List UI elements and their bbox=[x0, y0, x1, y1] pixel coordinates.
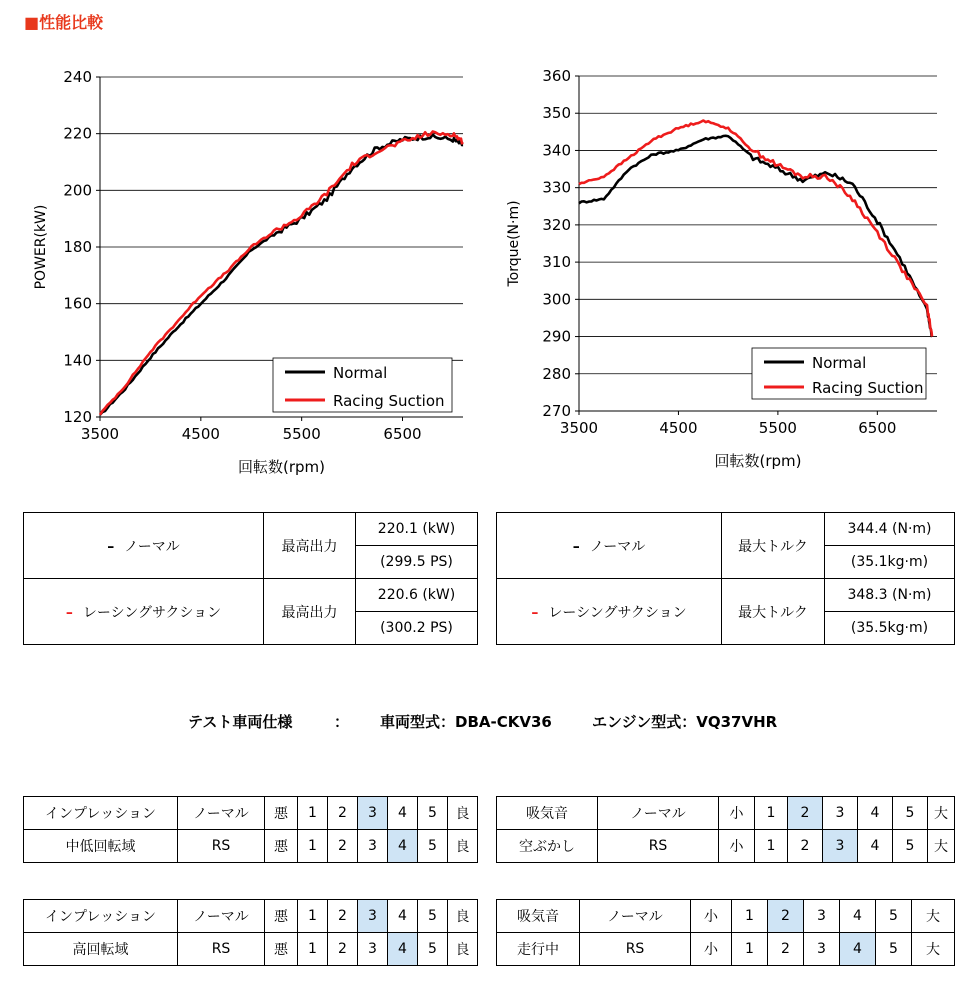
impression-variant: RS bbox=[178, 830, 265, 863]
scale-value-1: 1 bbox=[732, 900, 768, 933]
scale-low-label: 小 bbox=[719, 797, 755, 830]
perf-left-row1-label-cell bbox=[24, 513, 264, 579]
impression-variant: ノーマル bbox=[580, 900, 691, 933]
scale-value-3: 3 bbox=[823, 830, 858, 863]
impression-category: インプレッション bbox=[24, 900, 178, 933]
scale-low-label: 悪 bbox=[265, 797, 298, 830]
impression-variant: RS bbox=[598, 830, 719, 863]
y-tick-label: 160 bbox=[63, 294, 92, 313]
impression-variant: ノーマル bbox=[178, 900, 265, 933]
metric-label: 最高出力 bbox=[264, 579, 356, 645]
y-tick-label: 350 bbox=[542, 104, 571, 123]
impression-table-high-rpm bbox=[23, 899, 478, 966]
scale-value-2: 2 bbox=[768, 933, 804, 966]
perf-left-row2-label-cell bbox=[24, 579, 264, 645]
y-tick-label: 270 bbox=[542, 402, 571, 420]
x-tick-label: 6500 bbox=[858, 419, 897, 437]
scale-low-label: 小 bbox=[719, 830, 755, 863]
impression-variant: RS bbox=[178, 933, 265, 966]
scale-value-3: 3 bbox=[358, 900, 388, 933]
scale-value-5: 5 bbox=[893, 797, 928, 830]
metric-value: 344.4 (N·m) bbox=[825, 513, 955, 546]
legend-marker: – bbox=[572, 538, 580, 555]
scale-value-2: 2 bbox=[788, 797, 823, 830]
scale-value-1: 1 bbox=[755, 830, 788, 863]
scale-high-label: 大 bbox=[912, 900, 955, 933]
scale-value-4: 4 bbox=[388, 830, 418, 863]
scale-value-4: 4 bbox=[388, 797, 418, 830]
series-label: レーシングサクション bbox=[82, 604, 222, 621]
y-axis-label: Torque(N·m) bbox=[506, 200, 522, 287]
impression-category: 高回転域 bbox=[24, 933, 178, 966]
y-tick-label: 180 bbox=[63, 238, 92, 256]
scale-value-5: 5 bbox=[418, 900, 448, 933]
scale-low-label: 悪 bbox=[265, 933, 298, 966]
scale-value-3: 3 bbox=[358, 933, 388, 966]
scale-value-4: 4 bbox=[840, 900, 876, 933]
impression-table-intake-rev bbox=[496, 796, 955, 863]
impression-row bbox=[497, 900, 955, 933]
scale-high-label: 良 bbox=[448, 830, 478, 863]
y-tick-label: 240 bbox=[63, 68, 92, 86]
y-tick-label: 200 bbox=[63, 181, 92, 200]
y-tick-label: 140 bbox=[63, 351, 92, 370]
impression-table-intake-driving bbox=[496, 899, 955, 966]
series-label: ノーマル bbox=[124, 538, 180, 555]
scale-value-3: 3 bbox=[804, 933, 840, 966]
legend-marker: – bbox=[107, 538, 115, 555]
perf-table-right bbox=[496, 512, 955, 645]
impression-category: 空ぶかし bbox=[497, 830, 598, 863]
scale-value-5: 5 bbox=[893, 830, 928, 863]
metric-value-alt: (35.5kg·m) bbox=[825, 612, 955, 645]
legend-marker: – bbox=[531, 604, 539, 621]
metric-label: 最大トルク bbox=[722, 513, 825, 579]
perf-right-row1-label-cell bbox=[497, 513, 722, 579]
metric-value-alt: (299.5 PS) bbox=[356, 546, 478, 579]
perf-table-left bbox=[23, 512, 478, 645]
y-tick-label: 340 bbox=[542, 141, 571, 160]
y-tick-label: 120 bbox=[63, 408, 92, 426]
y-tick-label: 280 bbox=[542, 364, 571, 383]
y-tick-label: 290 bbox=[542, 327, 571, 346]
impression-category: インプレッション bbox=[24, 797, 178, 830]
scale-value-3: 3 bbox=[804, 900, 840, 933]
series-label: ノーマル bbox=[589, 538, 646, 555]
scale-value-3: 3 bbox=[358, 830, 388, 863]
scale-value-5: 5 bbox=[418, 933, 448, 966]
scale-value-2: 2 bbox=[788, 830, 823, 863]
spec-colon: ： bbox=[334, 713, 350, 731]
impression-table-low-rpm bbox=[23, 796, 478, 863]
metric-value: 220.6 (kW) bbox=[356, 579, 478, 612]
scale-low-label: 小 bbox=[691, 933, 732, 966]
x-tick-label: 6500 bbox=[383, 425, 422, 443]
scale-value-5: 5 bbox=[876, 900, 912, 933]
metric-label: 最高出力 bbox=[264, 513, 356, 579]
legend-label: Normal bbox=[812, 354, 867, 372]
scale-high-label: 大 bbox=[928, 797, 955, 830]
scale-value-3: 3 bbox=[823, 797, 858, 830]
scale-low-label: 悪 bbox=[265, 830, 298, 863]
scale-value-4: 4 bbox=[840, 933, 876, 966]
scale-value-5: 5 bbox=[876, 933, 912, 966]
metric-value-alt: (35.1kg·m) bbox=[825, 546, 955, 579]
x-tick-label: 5500 bbox=[758, 419, 797, 437]
scale-high-label: 大 bbox=[928, 830, 955, 863]
metric-label: 最大トルク bbox=[722, 579, 825, 645]
scale-value-4: 4 bbox=[858, 830, 893, 863]
x-axis-label: 回転数(rpm) bbox=[714, 452, 802, 470]
impression-category: 吸気音 bbox=[497, 900, 580, 933]
y-tick-label: 220 bbox=[63, 124, 92, 143]
scale-value-3: 3 bbox=[358, 797, 388, 830]
legend-label: Racing Suction bbox=[333, 392, 445, 410]
y-tick-label: 310 bbox=[542, 253, 571, 272]
legend-label: Racing Suction bbox=[812, 379, 924, 397]
scale-high-label: 良 bbox=[448, 933, 478, 966]
scale-value-4: 4 bbox=[388, 900, 418, 933]
engine-model: エンジン型式：VQ37VHR bbox=[592, 713, 778, 731]
scale-value-1: 1 bbox=[298, 900, 328, 933]
scale-value-1: 1 bbox=[755, 797, 788, 830]
torque-chart bbox=[480, 60, 975, 530]
impression-variant: ノーマル bbox=[178, 797, 265, 830]
metric-value: 348.3 (N·m) bbox=[825, 579, 955, 612]
impression-row bbox=[24, 830, 478, 863]
series-label: レーシングサクション bbox=[548, 604, 687, 621]
power-chart bbox=[0, 60, 480, 530]
y-tick-label: 300 bbox=[542, 290, 571, 309]
x-tick-label: 5500 bbox=[282, 425, 321, 443]
scale-high-label: 良 bbox=[448, 797, 478, 830]
scale-value-4: 4 bbox=[388, 933, 418, 966]
scale-high-label: 大 bbox=[912, 933, 955, 966]
vehicle-model: 車両型式：DBA-CKV36 bbox=[380, 713, 552, 731]
scale-low-label: 小 bbox=[691, 900, 732, 933]
impression-row bbox=[497, 797, 955, 830]
scale-value-2: 2 bbox=[328, 797, 358, 830]
y-tick-label: 360 bbox=[542, 67, 571, 85]
impression-category: 吸気音 bbox=[497, 797, 598, 830]
scale-value-1: 1 bbox=[732, 933, 768, 966]
y-tick-label: 330 bbox=[542, 178, 571, 197]
spec-label: テスト車両仕様 bbox=[188, 713, 293, 731]
x-tick-label: 4500 bbox=[659, 419, 698, 437]
x-axis-label: 回転数(rpm) bbox=[237, 458, 326, 476]
perf-right-row2-label-cell bbox=[497, 579, 722, 645]
y-axis-label: POWER(kW) bbox=[33, 204, 49, 290]
scale-value-1: 1 bbox=[298, 830, 328, 863]
scale-value-2: 2 bbox=[768, 900, 804, 933]
impression-row bbox=[24, 797, 478, 830]
legend-marker: – bbox=[65, 604, 73, 621]
impression-row bbox=[24, 933, 478, 966]
impression-variant: ノーマル bbox=[598, 797, 719, 830]
scale-value-4: 4 bbox=[858, 797, 893, 830]
scale-high-label: 良 bbox=[448, 900, 478, 933]
metric-value: 220.1 (kW) bbox=[356, 513, 478, 546]
impression-variant: RS bbox=[580, 933, 691, 966]
scale-value-1: 1 bbox=[298, 797, 328, 830]
series-line-racing-suction bbox=[579, 121, 932, 337]
scale-value-5: 5 bbox=[418, 797, 448, 830]
impression-category: 走行中 bbox=[497, 933, 580, 966]
impression-row bbox=[24, 900, 478, 933]
x-tick-label: 4500 bbox=[181, 425, 220, 443]
metric-value-alt: (300.2 PS) bbox=[356, 612, 478, 645]
x-tick-label: 3500 bbox=[80, 425, 120, 443]
y-tick-label: 320 bbox=[542, 215, 571, 234]
impression-category: 中低回転域 bbox=[24, 830, 178, 863]
scale-value-2: 2 bbox=[328, 830, 358, 863]
x-tick-label: 3500 bbox=[559, 419, 599, 437]
legend-label: Normal bbox=[333, 364, 388, 382]
scale-value-5: 5 bbox=[418, 830, 448, 863]
scale-value-1: 1 bbox=[298, 933, 328, 966]
scale-value-2: 2 bbox=[328, 933, 358, 966]
scale-low-label: 悪 bbox=[265, 900, 298, 933]
scale-value-2: 2 bbox=[328, 900, 358, 933]
section-title: ■性能比較 bbox=[24, 13, 104, 32]
impression-row bbox=[497, 933, 955, 966]
impression-row bbox=[497, 830, 955, 863]
